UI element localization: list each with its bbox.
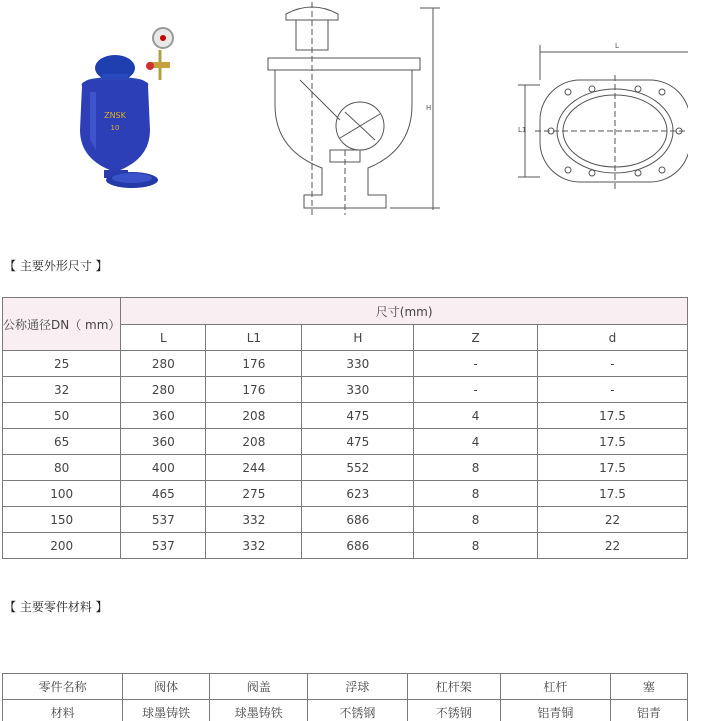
cell: -: [414, 351, 538, 377]
cell: 17.5: [537, 403, 687, 429]
cell: 50: [3, 403, 121, 429]
size-header: 尺寸(mm): [121, 298, 688, 325]
table-row: [3, 455, 688, 481]
table-row: [3, 507, 688, 533]
cell: 360: [121, 429, 206, 455]
cell: -: [414, 377, 538, 403]
material-row: [3, 700, 688, 721]
table-row: [3, 533, 688, 559]
col-header-h: H: [302, 325, 414, 351]
cell: 4: [414, 429, 538, 455]
cell: 537: [121, 533, 206, 559]
cell: 25: [3, 351, 121, 377]
cell: 不锈钢: [407, 700, 500, 721]
cell: 686: [302, 533, 414, 559]
cell: 材料: [3, 700, 123, 721]
cell: 8: [414, 533, 538, 559]
cell: 17.5: [537, 455, 687, 481]
cell: 22: [537, 533, 687, 559]
cell: 200: [3, 533, 121, 559]
cell: 32: [3, 377, 121, 403]
dim-l: L: [615, 42, 619, 50]
cell: 552: [302, 455, 414, 481]
valve-section-drawing: [268, 2, 440, 215]
cell: 80: [3, 455, 121, 481]
valve-photo: [80, 28, 173, 188]
cell: 22: [537, 507, 687, 533]
cell: 零件名称: [3, 674, 123, 700]
cell: 475: [302, 429, 414, 455]
cell: 17.5: [537, 481, 687, 507]
part-name-row: [3, 674, 688, 700]
cell: 球墨铸铁: [123, 700, 210, 721]
valve-photo-sublabel: 10: [110, 124, 120, 132]
col-header-d: d: [537, 325, 687, 351]
cell: 465: [121, 481, 206, 507]
cell: -: [537, 377, 687, 403]
materials-table: [2, 673, 688, 721]
dimensions-table: [2, 297, 688, 559]
table-row: [3, 403, 688, 429]
table-row: [3, 377, 688, 403]
cell: 浮球: [308, 674, 407, 700]
cell: 8: [414, 507, 538, 533]
cell: 100: [3, 481, 121, 507]
flange-top-drawing: [518, 42, 688, 190]
cell: 475: [302, 403, 414, 429]
cell: 塞: [610, 674, 687, 700]
table-header-row: [3, 298, 688, 325]
cell: 不锈钢: [308, 700, 407, 721]
cell: 208: [206, 403, 302, 429]
col-header-z: Z: [414, 325, 538, 351]
cell: 537: [121, 507, 206, 533]
dn-header: 公称通径DN（ mm）: [3, 298, 121, 351]
cell: 244: [206, 455, 302, 481]
cell: 623: [302, 481, 414, 507]
cell: 280: [121, 351, 206, 377]
product-drawings: [0, 0, 688, 230]
cell: 150: [3, 507, 121, 533]
cell: -: [537, 351, 687, 377]
cell: 8: [414, 481, 538, 507]
cell: 铝青铜: [501, 700, 611, 721]
cell: 阀体: [123, 674, 210, 700]
cell: 332: [206, 533, 302, 559]
dim-l1: L1: [518, 126, 527, 134]
cell: 400: [121, 455, 206, 481]
table-row: [3, 429, 688, 455]
cell: 8: [414, 455, 538, 481]
cell: 275: [206, 481, 302, 507]
cell: 球墨铸铁: [210, 700, 308, 721]
cell: 176: [206, 351, 302, 377]
cell: 686: [302, 507, 414, 533]
cell: 17.5: [537, 429, 687, 455]
dim-h: H: [426, 104, 432, 112]
cell: 阀盖: [210, 674, 308, 700]
valve-photo-label: ZNSK: [104, 111, 126, 120]
cell: 杠杆架: [407, 674, 500, 700]
cell: 176: [206, 377, 302, 403]
table-row: [3, 481, 688, 507]
col-header-l1: L1: [206, 325, 302, 351]
cell: 208: [206, 429, 302, 455]
cell: 铝青: [610, 700, 687, 721]
col-header-l: L: [121, 325, 206, 351]
cell: 65: [3, 429, 121, 455]
materials-section-title: 【 主要零件材料 】: [4, 600, 108, 614]
cell: 360: [121, 403, 206, 429]
table-row: [3, 351, 688, 377]
cell: 332: [206, 507, 302, 533]
dimensions-section-title: 【 主要外形尺寸 】: [4, 259, 108, 273]
cell: 330: [302, 377, 414, 403]
cell: 4: [414, 403, 538, 429]
cell: 杠杆: [501, 674, 611, 700]
cell: 280: [121, 377, 206, 403]
cell: 330: [302, 351, 414, 377]
